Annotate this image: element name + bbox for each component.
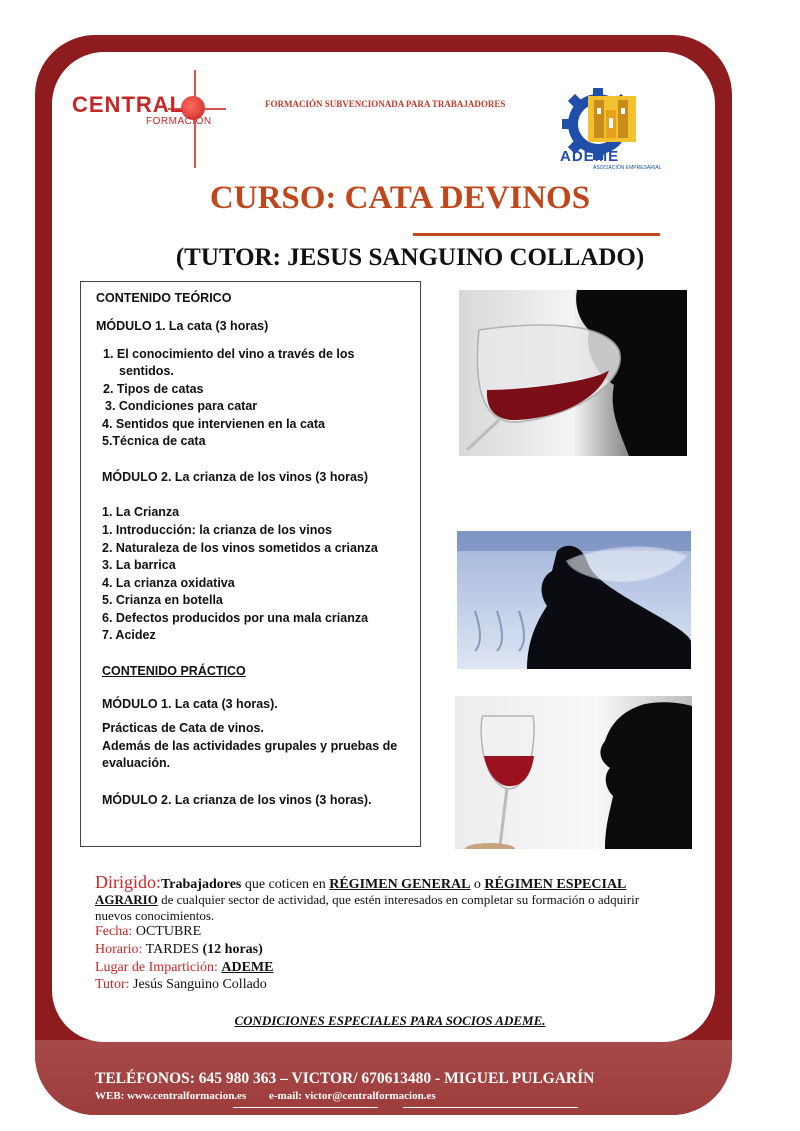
regimen-general: RÉGIMEN GENERAL — [329, 877, 471, 892]
list-item: 1. La Crianza — [102, 505, 180, 519]
module1-title: MÓDULO 1. La cata (3 horas) — [96, 319, 269, 333]
horario-value: TARDES — [142, 942, 203, 957]
page-title: CURSO: CATA DEVINOS — [209, 180, 591, 216]
practice-module1: MÓDULO 1. La cata (3 horas). — [102, 697, 278, 711]
practice-heading: CONTENIDO PRÁCTICO — [102, 664, 246, 678]
dirigido-label: Dirigido: — [95, 872, 161, 892]
footer-phones: TELÉFONOS: 645 980 363 – VICTOR/ 670613480 - MIGUEL PULGARÍN — [95, 1070, 595, 1087]
tutor-line — [95, 977, 267, 993]
dirigido-line — [95, 872, 626, 893]
dirigido-text: o — [470, 877, 485, 892]
list-item: 3. Condiciones para catar — [105, 399, 258, 413]
dirigido-bold: Trabajadores — [161, 877, 242, 892]
list-item: 4. Sentidos que intervienen en la cata — [102, 417, 325, 431]
theory-heading: CONTENIDO TEÓRICO — [96, 291, 232, 305]
tutor-heading: (TUTOR: JESUS SANGUINO COLLADO) — [175, 244, 645, 271]
title-underline — [413, 233, 660, 236]
dirigido-line-2 — [95, 892, 639, 908]
list-item: 4. La crianza oxidativa — [102, 576, 235, 590]
logo-sub-text: FORMACIÓN — [146, 116, 212, 127]
practice-line: Además de las actividades grupales y pruebas de — [102, 739, 398, 753]
dirigido-text: nuevos conocimientos. — [95, 908, 215, 923]
fecha-label: Fecha: — [95, 924, 133, 939]
regimen-especial: RÉGIMEN ESPECIAL — [484, 877, 627, 892]
footer-contacts — [95, 1090, 436, 1102]
list-item: 5.Técnica de cata — [102, 434, 206, 448]
logo-main-text: CENTRAL — [72, 92, 185, 117]
wine-tasting-photo-2 — [457, 531, 691, 669]
tutor-label: Tutor: — [95, 977, 130, 992]
wine-tasting-photo-1 — [459, 290, 687, 456]
list-item: 2. Naturaleza de los vinos sometidos a crianza — [102, 541, 378, 555]
tutor-value: Jesús Sanguino Collado — [129, 977, 267, 992]
module2-title: MÓDULO 2. La crianza de los vinos (3 horas) — [102, 470, 369, 484]
practice-line: evaluación. — [102, 756, 171, 770]
list-item: 3. La barrica — [102, 558, 176, 572]
special-conditions: CONDICIONES ESPECIALES PARA SOCIOS ADEME. — [234, 1013, 546, 1028]
lugar-value: ADEME — [221, 960, 274, 975]
practice-module2: MÓDULO 2. La crianza de los vinos (3 horas). — [102, 793, 372, 807]
horario-line — [95, 942, 263, 958]
lugar-label: Lugar de Impartición: — [95, 960, 218, 975]
list-item: 5. Crianza en botella — [102, 593, 223, 607]
footer-email[interactable]: e-mail: victor@centralformacion.es — [268, 1090, 436, 1102]
central-formacion-logo — [72, 92, 212, 127]
footer-underline — [233, 1107, 378, 1108]
agrario: AGRARIO — [95, 892, 158, 907]
list-item: 1. Introducción: la crianza de los vinos — [102, 523, 332, 537]
fecha-line — [95, 924, 201, 940]
top-subtitle: FORMACIÓN SUBVENCIONADA PARA TRABAJADORES — [265, 99, 506, 109]
list-item: 7. Acidez — [102, 628, 156, 642]
ademe-logo-tagline: ASOCIACIÓN EMPRESARIAL — [593, 165, 662, 171]
fecha-value: OCTUBRE — [132, 924, 202, 939]
footer-web[interactable]: WEB: www.centralformacion.es — [95, 1090, 247, 1102]
ademe-logo-text: ADEME — [560, 148, 620, 165]
horario-label: Horario: — [95, 942, 143, 957]
practice-line: Prácticas de Cata de vinos. — [102, 721, 264, 735]
list-item: 2. Tipos de catas — [103, 382, 204, 396]
list-item: 6. Defectos producidos por una mala crianza — [102, 611, 369, 625]
list-item: 1. El conocimiento del vino a través de los — [103, 347, 355, 361]
footer-underline — [403, 1107, 578, 1108]
dirigido-text: de cualquier sector de actividad, que estén interesados en completar su formación o adquirir — [157, 892, 640, 907]
lugar-line — [95, 960, 273, 976]
list-item: sentidos. — [119, 364, 174, 378]
horario-hours: (12 horas) — [202, 942, 263, 957]
dirigido-text: que coticen en — [241, 877, 330, 892]
wine-tasting-photo-3 — [455, 696, 692, 849]
